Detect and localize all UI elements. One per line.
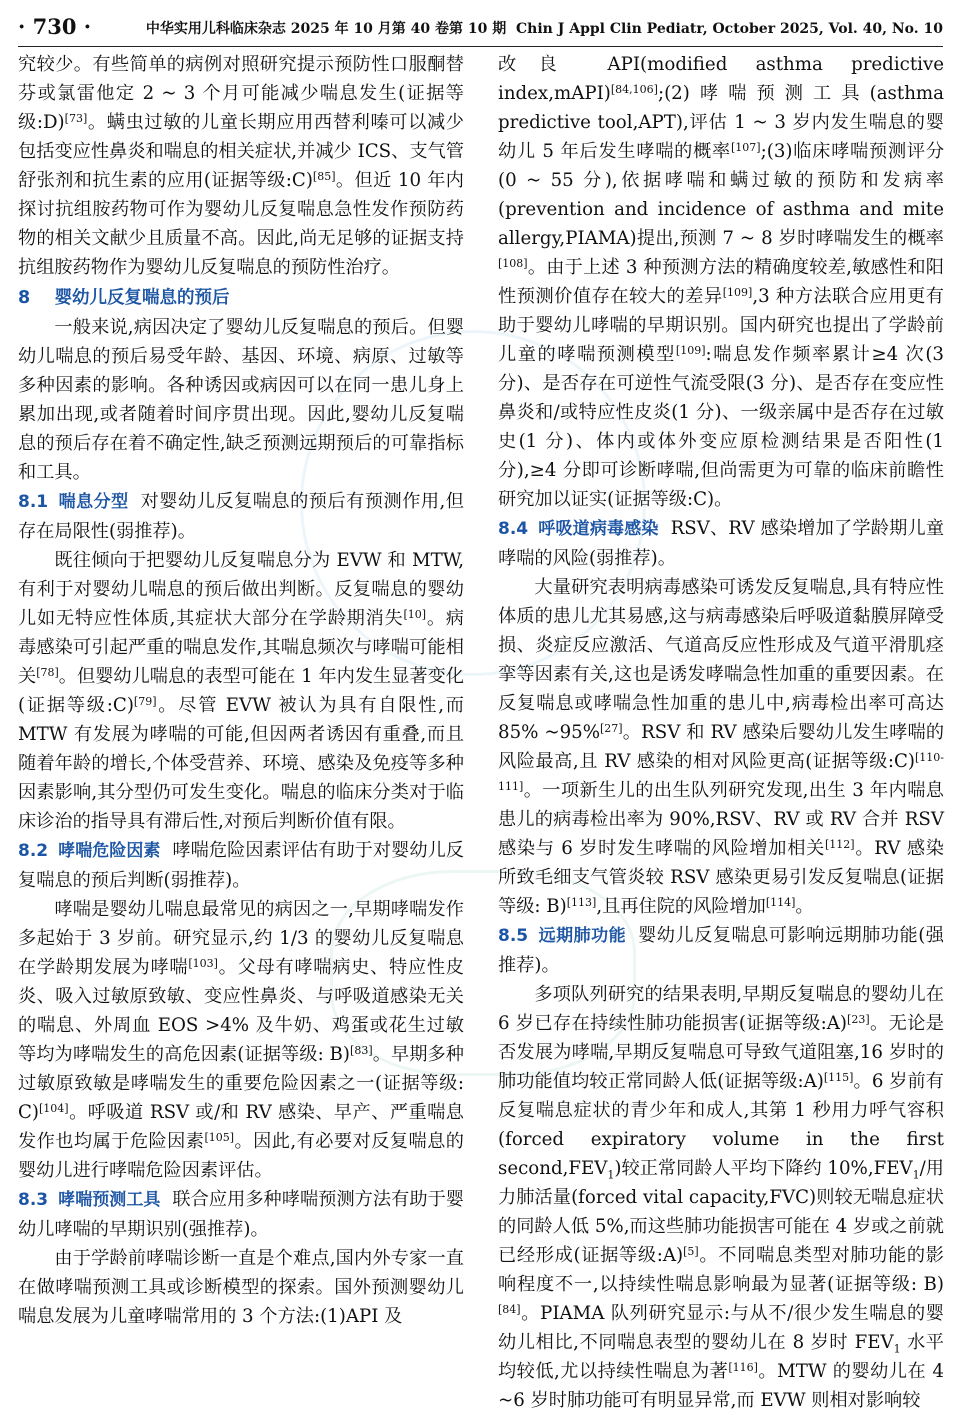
subsection-8-4: 8.4 呼吸道病毒感染 RSV、RV 感染增加了学龄期儿童哮喘的风险(弱推荐)。 bbox=[498, 518, 945, 569]
paragraph: 究较少。有些简单的病例对照研究提示预防性口服酮替芬或氯雷他定 2 ~ 3 个月可能减少喘息发生(证据等级:D)[73]。螨虫过敏的儿童长期应用西替利嗪可以减少包括变应性鼻炎和喘息的相关症状,并减少 ICS、支气管舒张剂和抗生素的应用(证据等级:C)[85]。但近 10 年内探讨抗组胺药物可作为婴幼儿反复喘息急性发作预防药物的相关文献少且质量不高。因此,尚无足够的证据支持抗组胺药物作为婴幼儿反复喘息的预防性治疗。 bbox=[18, 54, 464, 278]
paragraph: 改良 API(modified asthma predictive index,mAPI)[84,106];(2)哮喘预测工具(asthma predictive tool,APT),评估 1 ~ 3 岁内发生喘息的婴幼儿 5 年后发生哮喘的概率[107];(3)临床哮喘预测评分(0 ~ 55 分),依据哮喘和螨过敏的预防和发病率(prevention and incidence of asthma and mite allergy,PIAMA)提出,预测 7 ~ 8 岁时哮喘发生的概率[108]。由于上述 3 种预测方法的精确度较差,敏感性和阳性预测价值存在较大的差异[109],3 种方法联合应用更有助于婴幼儿哮喘的早期识别。国内研究也提出了学龄前儿童的哮喘预测模型[109]:喘息发作频率累计≥4 次(3 分)、是否存在可逆性气流受限(3 分)、是否存在变应性鼻炎和/或特应性皮炎(1 分)、一级亲属中是否存在过敏史(1 分)、体内或体外变应原检测结果是否阳性(1 分),≥4 分即可诊断哮喘,但尚需更为可靠的临床前瞻性研究加以证实(证据等级:C)。 bbox=[498, 54, 945, 510]
subsection-8-1: 8.1 喘息分型 对婴幼儿反复喘息的预后有预测作用,但存在局限性(弱推荐)。 bbox=[18, 491, 464, 542]
paragraph: 哮喘是婴幼儿喘息最常见的病因之一,早期哮喘发作多起始于 3 岁前。研究显示,约 1/3 的婴幼儿反复喘息在学龄期发展为哮喘[103]。父母有哮喘病史、特应性皮炎、吸入过敏原致敏、变应性鼻炎、与呼吸道感染无关的喘息、外周血 EOS >4% 及牛奶、鸡蛋或花生过敏等均为哮喘发生的高危因素(证据等级: B)[83]。早期多种过敏原致敏是哮喘发生的重要危险因素之一(证据等级: C)[104]。呼吸道 RSV 或/和 RV 感染、早产、严重喘息发作也均属于危险因素[105]。因此,有必要对反复喘息的婴幼儿进行哮喘危险因素评估。 bbox=[18, 899, 464, 1181]
page-header bbox=[18, 8, 943, 47]
paragraph: 由于学龄前哮喘诊断一直是个难点,国内外专家一直在做哮喘预测工具或诊断模型的探索。国外预测婴幼儿喘息发展为儿童哮喘常用的 3 个方法:(1)API 及 bbox=[18, 1248, 464, 1327]
paragraph: 大量研究表明病毒感染可诱发反复喘息,具有特应性体质的患儿尤其易感,这与病毒感染后呼吸道黏膜屏障受损、炎症反应激活、气道高反应性形成及气道平滑肌痉挛等因素有关,这也是诱发哮喘急性加重的重要因素。在反复喘息或哮喘急性加重的患儿中,病毒检出率可高达 85% ~95%[27]。RSV 和 RV 感染后婴幼儿发生哮喘的风险最高,且 RV 感染的相对风险更高(证据等级:C)[110-111]。一项新生儿的出生队列研究发现,出生 3 年内喘息患儿的病毒检出率为 90%,RSV、RV 或 RV 合并 RSV 感染与 6 岁时发生哮喘的风险增加相关[112]。RV 感染所致毛细支气管炎较 RSV 感染更易引发反复喘息(证据等级: B)[113],且再住院的风险增加[114]。 bbox=[498, 577, 945, 917]
section-heading-8: 8 婴幼儿反复喘息的预后 bbox=[18, 288, 230, 308]
journal-cn: 中华实用儿科临床杂志 2025 年 10 月第 40 卷第 10 期 bbox=[145, 21, 507, 37]
journal-info bbox=[146, 18, 943, 38]
page-number: · 730 · bbox=[18, 14, 92, 39]
paragraph: 既往倾向于把婴幼儿反复喘息分为 EVW 和 MTW,有利于对婴幼儿喘息的预后做出判断。反复喘息的婴幼儿如无特应性体质,其症状大部分在学龄期消失[10]。病毒感染可引起严重的喘息发作,其喘息频次与哮喘可能相关[78]。但婴幼儿喘息的表型可能在 1 年内发生显著变化(证据等级:C)[79]。尽管 EVW 被认为具有自限性,而 MTW 有发展为哮喘的可能,但因两者诱因有重叠,而且随着年龄的增长,个体受营养、环境、感染及免疫等多种因素影响,其分型仍可发生变化。喘息的临床分类对于临床诊治的指导具有滞后性,对预后判断价值有限。 bbox=[18, 550, 464, 832]
right-column bbox=[498, 50, 944, 1415]
left-column bbox=[18, 50, 464, 1331]
paragraph: 一般来说,病因决定了婴幼儿反复喘息的预后。但婴幼儿喘息的预后易受年龄、基因、环境、病原、过敏等多种因素的影响。各种诱因或病因可以在同一患儿身上累加出现,或者随着时间序贯出现。因此,婴幼儿反复喘息的预后存在着不确定性,缺乏预测远期预后的可靠指标和工具。 bbox=[18, 317, 464, 483]
subsection-8-5: 8.5 远期肺功能 婴幼儿反复喘息可影响远期肺功能(强推荐)。 bbox=[498, 925, 944, 976]
paragraph: 多项队列研究的结果表明,早期反复喘息的婴幼儿在 6 岁已存在持续性肺功能损害(证据等级:A)[23]。无论是否发展为哮喘,早期反复喘息可导致气道阻塞,16 岁时的肺功能值均较正常同龄人低(证据等级:A)[115]。6 岁前有反复喘息症状的青少年和成人,其第 1 秒用力呼气容积(forced expiratory volume in the first $second,FEV_1$)较正常同龄人平均下降约 $10\%,FEV_1/$用力肺活量(forced vital capacity,FVC)则较无喘息症状的同龄人低 5%,而这些肺功能损害可能在 4 岁或之前就已经形成(证据等级:A)[5]。不同喘息类型对肺功能的影响程度不一,以持续性喘息影响最为显著(证据等级: B)[84]。PIAMA 队列研究显示:与从不/很少发生喘息的婴幼儿相比,不同喘息表型的婴幼儿在 8 岁时 $FEV_1$ 水平均较低,尤以持续性喘息为著[116]。MTW 的婴幼儿在 4 ~6 岁时肺功能可有明显异常,而 EVW 则相对影响较 bbox=[498, 984, 944, 1411]
journal-en: Chin J Appl Clin Pediatr, October 2025, Vol. 40, No. 10 bbox=[516, 21, 943, 37]
subsection-8-3: 8.3 哮喘预测工具 联合应用多种哮喘预测方法有助于婴幼儿哮喘的早期识别(强推荐)。 bbox=[18, 1189, 464, 1240]
subsection-8-2: 8.2 哮喘危险因素 哮喘危险因素评估有助于对婴幼儿反复喘息的预后判断(弱推荐)。 bbox=[18, 840, 464, 891]
